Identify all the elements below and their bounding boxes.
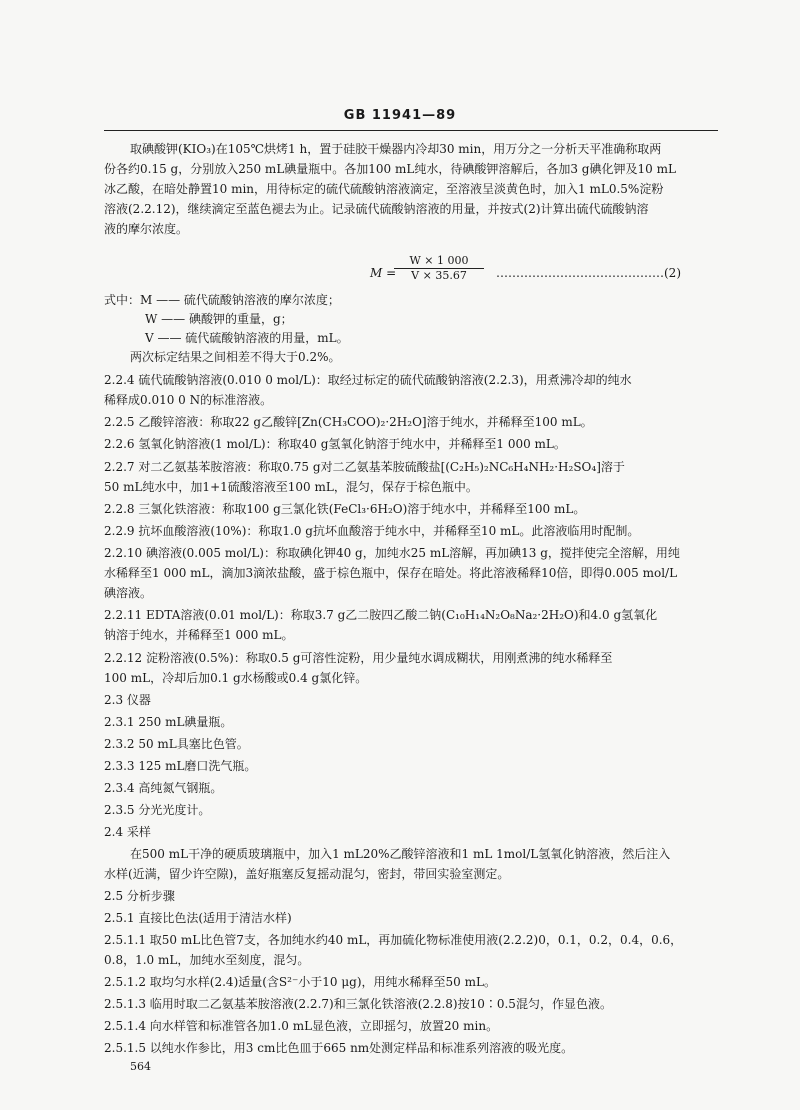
text-line: 2.3.1 250 mL碘量瓶。 <box>104 715 233 729</box>
text-line: 式中：M —— 硫代硫酸钠溶液的摩尔浓度； <box>104 293 340 307</box>
text-line: 2.2.8 三氯化铁溶液：称取100 g三氯化铁(FeCl₃·6H₂O)溶于纯水中，并稀释至100 mL。 <box>104 502 586 516</box>
text-line: 2.2.11 EDTA溶液(0.01 mol/L)：称取3.7 g乙二胺四乙酸二钠(C₁₀H₁₄N₂O₈Na₂·2H₂O)和4.0 g氢氧化 <box>104 608 658 622</box>
text-line: 2.2.10 碘溶液(0.005 mol/L)：称取碘化钾40 g，加纯水25 mL溶解，再加碘13 g，搅拌使完全溶解，用纯 <box>104 546 680 560</box>
text-line: 50 mL纯水中，加1+1硫酸溶液至100 mL，混匀，保存于棕色瓶中。 <box>104 480 478 494</box>
text-line: 稀释成0.010 0 N的标准溶液。 <box>104 393 273 407</box>
text-line: 2.2.12 淀粉溶液(0.5%)：称取0.5 g可溶性淀粉，用少量纯水调成糊状，用刚煮沸的纯水稀释至 <box>104 651 613 665</box>
header-rule <box>104 130 718 131</box>
text-line: 2.2.4 硫代硫酸钠溶液(0.010 0 mol/L)：取经过标定的硫代硫酸钠溶液(2.2.3)，用煮沸冷却的纯水 <box>104 373 632 387</box>
text-line: 2.3.2 50 mL具塞比色管。 <box>104 737 249 751</box>
formula-denominator: V × 35.67 <box>411 269 467 282</box>
text-line: 2.3 仪器 <box>104 693 151 707</box>
text-line: 2.4 采样 <box>104 825 151 839</box>
text-line: 两次标定结果之间相差不得大于0.2%。 <box>130 350 341 364</box>
text-line: 2.5.1.4 向水样管和标准管各加1.0 mL显色液，立即摇匀，放置20 min。 <box>104 1019 499 1033</box>
text-line: 水样(近满，留少许空隙)，盖好瓶塞反复摇动混匀，密封，带回实验室测定。 <box>104 867 510 881</box>
text-line: 2.2.9 抗坏血酸溶液(10%)：称取1.0 g抗坏血酸溶于纯水中，并稀释至10 mL。此溶液临用时配制。 <box>104 524 640 538</box>
text-line: 2.2.7 对二乙氨基苯胺溶液：称取0.75 g对二乙氨基苯胺硫酸盐[(C₂H₅)₂NC₆H₄NH₂·H₂SO₄]溶于 <box>104 460 625 474</box>
formula-lhs: M = <box>370 266 397 280</box>
text-line: V —— 硫代硫酸钠溶液的用量，mL。 <box>145 331 349 345</box>
text-line: 2.3.5 分光光度计。 <box>104 803 211 817</box>
text-line: 冰乙酸，在暗处静置10 min，用待标定的硫代硫酸钠溶液滴定，至溶液呈淡黄色时，加入1 mL0.5%淀粉 <box>104 182 664 196</box>
formula-numerator: W × 1 000 <box>394 254 484 269</box>
formula-fraction <box>394 254 484 283</box>
text-line: 2.5 分析步骤 <box>104 889 175 903</box>
text-line: 在500 mL干净的硬质玻璃瓶中，加入1 mL20%乙酸锌溶液和1 mL 1mol/L氢氧化钠溶液，然后注入 <box>130 847 671 861</box>
text-line: 碘溶液。 <box>104 586 153 600</box>
page-number: 564 <box>130 1060 151 1073</box>
text-line: 溶液(2.2.12)，继续滴定至蓝色褪去为止。记录硫代硫酸钠溶液的用量，并按式(2)计算出硫代硫酸钠溶 <box>104 202 649 216</box>
text-line: 取碘酸钾(KIO₃)在105℃烘烤1 h，置于硅胶干燥器内冷却30 min，用万分之一分析天平准确称取两 <box>130 142 662 156</box>
text-line: 水稀释至1 000 mL，滴加3滴浓盐酸，盛于棕色瓶中，保存在暗处。将此溶液稀释10倍，即得0.005 mol/L <box>104 566 678 580</box>
text-line: 2.3.3 125 mL磨口洗气瓶。 <box>104 759 257 773</box>
equation-number: ……………………………………(2) <box>496 266 681 280</box>
page-header: GB 11941—89 <box>343 108 457 123</box>
text-line: W —— 碘酸钾的重量，g； <box>145 312 293 326</box>
text-line: 2.2.6 氢氧化钠溶液(1 mol/L)：称取40 g氢氧化钠溶于纯水中，并稀释至1 000 mL。 <box>104 437 566 451</box>
text-line: 2.5.1.1 取50 mL比色管7支，各加纯水约40 mL，再加硫化物标准使用液(2.2.2)0，0.1，0.2，0.4，0.6， <box>104 933 683 947</box>
text-line: 100 mL，冷却后加0.1 g水杨酸或0.4 g氯化锌。 <box>104 671 368 685</box>
text-line: 2.5.1 直接比色法(适用于清洁水样) <box>104 911 292 925</box>
text-line: 钠溶于纯水，并稀释至1 000 mL。 <box>104 628 294 642</box>
text-line: 2.5.1.2 取均匀水样(2.4)适量(含S²⁻小于10 μg)，用纯水稀释至50 mL。 <box>104 975 496 989</box>
text-line: 液的摩尔浓度。 <box>104 222 189 236</box>
text-line: 份各约0.15 g，分别放入250 mL碘量瓶中。各加100 mL纯水，待碘酸钾溶解后，各加3 g碘化钾及10 mL <box>104 162 676 176</box>
text-line: 2.2.5 乙酸锌溶液：称取22 g乙酸锌[Zn(CH₃COO)₂·2H₂O]溶于纯水，并稀释至100 mL。 <box>104 415 593 429</box>
text-line: 2.3.4 高纯氮气钢瓶。 <box>104 781 223 795</box>
text-line: 0.8，1.0 mL，加纯水至刻度，混匀。 <box>104 953 310 967</box>
text-line: 2.5.1.5 以纯水作参比，用3 cm比色皿于665 nm处测定样品和标准系列溶液的吸光度。 <box>104 1041 574 1055</box>
text-line: 2.5.1.3 临用时取二乙氨基苯胺溶液(2.2.7)和三氯化铁溶液(2.2.8)按10∶0.5混匀，作显色液。 <box>104 997 612 1011</box>
